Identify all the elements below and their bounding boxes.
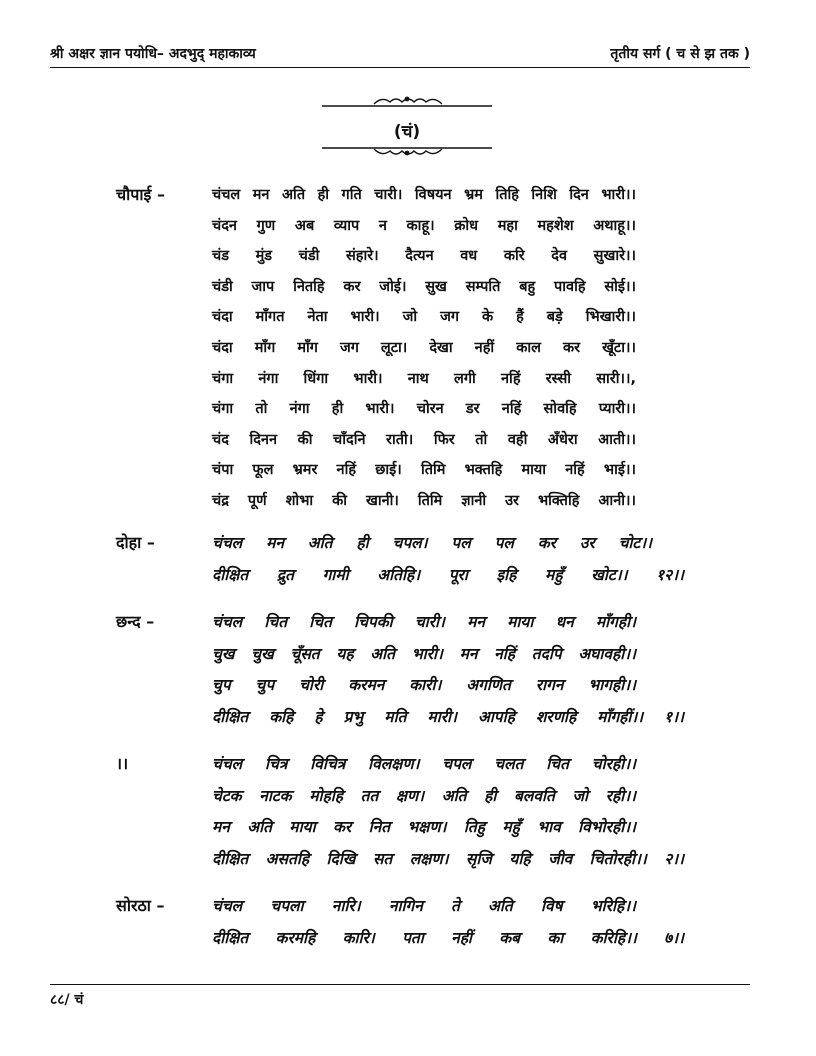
running-header-title: श्री अक्षर ज्ञान पयोधि– अदभुद् महाकाव्य bbox=[50, 46, 256, 62]
running-header-section: तृतीय सर्ग ( च से झ तक ) bbox=[610, 46, 750, 62]
chaupai-line: चंगा नंगा धिंगा भारी। नाथ लगी नहिं रस्सी सारी।।, bbox=[212, 371, 636, 387]
section-title: (चं) bbox=[393, 122, 421, 142]
footer-divider bbox=[50, 984, 750, 985]
sortha-line: दीक्षित करमहि कारि। पता नहीं कब का करिहि।। ७।। bbox=[212, 929, 684, 947]
chhand-line: चुख चुख चूँसत यह अति भारी। मन नहिं तदपि अघावही।। bbox=[212, 645, 636, 663]
chhand-label: छन्द – bbox=[116, 612, 155, 631]
sortha-label: सोरठा – bbox=[116, 896, 165, 915]
chhand-line: चुप चुप चोरी करमन कारी। अगणित रागन भागही।। bbox=[212, 676, 636, 694]
chaupai-line: चंदन गुण अब व्याप न काहू। क्रोध महा महशेश अथाहू।। bbox=[212, 218, 636, 234]
chaupai-line: चंड मुंड चंडी संहारे। दैत्यन वध करि देव सुखारे।। bbox=[212, 248, 636, 264]
chaupai-line: चंचल मन अति ही गति चारी। विषयन भ्रम तिहि निशि दिन भारी।। bbox=[212, 187, 636, 203]
doha-line: चंचल मन अति ही चपल। पल पल कर उर चोट।। bbox=[212, 534, 652, 552]
header-divider bbox=[50, 67, 750, 68]
doha-line: दीक्षित द्रुत गामी अतिहि। पूरा इहि महुँ खोट।। १२।। bbox=[212, 566, 684, 584]
chhand-line: मन अति माया कर नित भक्षण। तिहु महुँ भाव विभोरही।। bbox=[212, 818, 636, 836]
chaupai-line: चंदा माँग माँग जग लूटा। देखा नहीं काल कर खूँटा।। bbox=[212, 340, 636, 356]
sortha-line: चंचल चपला नारि। नागिन ते अति विष भरिहि।। bbox=[212, 897, 636, 915]
chhand-line: दीक्षित कहि हे प्रभु मति मारी। आपहि शरणहि माँगहीं।। १।। bbox=[212, 708, 684, 726]
chhand-line: दीक्षित असतहि दिखि सत लक्षण। सृजि यहि जीव चितोरही।। २।। bbox=[212, 850, 684, 868]
doha-label: दोहा – bbox=[116, 533, 155, 552]
chhand-continuation-marker: ।। bbox=[116, 754, 129, 773]
chhand-line: चंचल चित चित चिपकी चारी। मन माया धन माँगही। bbox=[212, 613, 636, 631]
ornament-divider-bottom bbox=[322, 142, 492, 158]
chaupai-line: चंदा माँगत नेता भारी। जो जग के हैं बड़े भिखारी।। bbox=[212, 309, 636, 325]
chaupai-label: चौपाई – bbox=[116, 185, 165, 204]
chhand-line: चंचल चित्र विचित्र विलक्षण। चपल चलत चित चोरही।। bbox=[212, 755, 636, 773]
chaupai-line: चंद दिनन की चाँदनि राती। फिर तो वही अँधेरा आती।। bbox=[212, 432, 636, 448]
chhand-line: चेटक नाटक मोहहि तत क्षण। अति ही बलवति जो रही।। bbox=[212, 787, 636, 805]
chaupai-line: चंपा फूल भ्रमर नहिं छाई। तिमि भक्तहि माया नहिं भाई।। bbox=[212, 462, 636, 478]
chaupai-line: चंगा तो नंगा ही भारी। चोरन डर नहिं सोवहि प्यारी।। bbox=[212, 401, 636, 417]
chaupai-line: चंद्र पूर्ण शोभा की खानी। तिमि ज्ञानी उर भक्तिहि आनी।। bbox=[212, 493, 636, 509]
ornament-divider-top bbox=[322, 94, 492, 110]
page-number: ८८/ चं bbox=[50, 992, 84, 1008]
chaupai-line: चंडी जाप नितहि कर जोई। सुख सम्पति बहु पावहि सोई।। bbox=[212, 279, 636, 295]
